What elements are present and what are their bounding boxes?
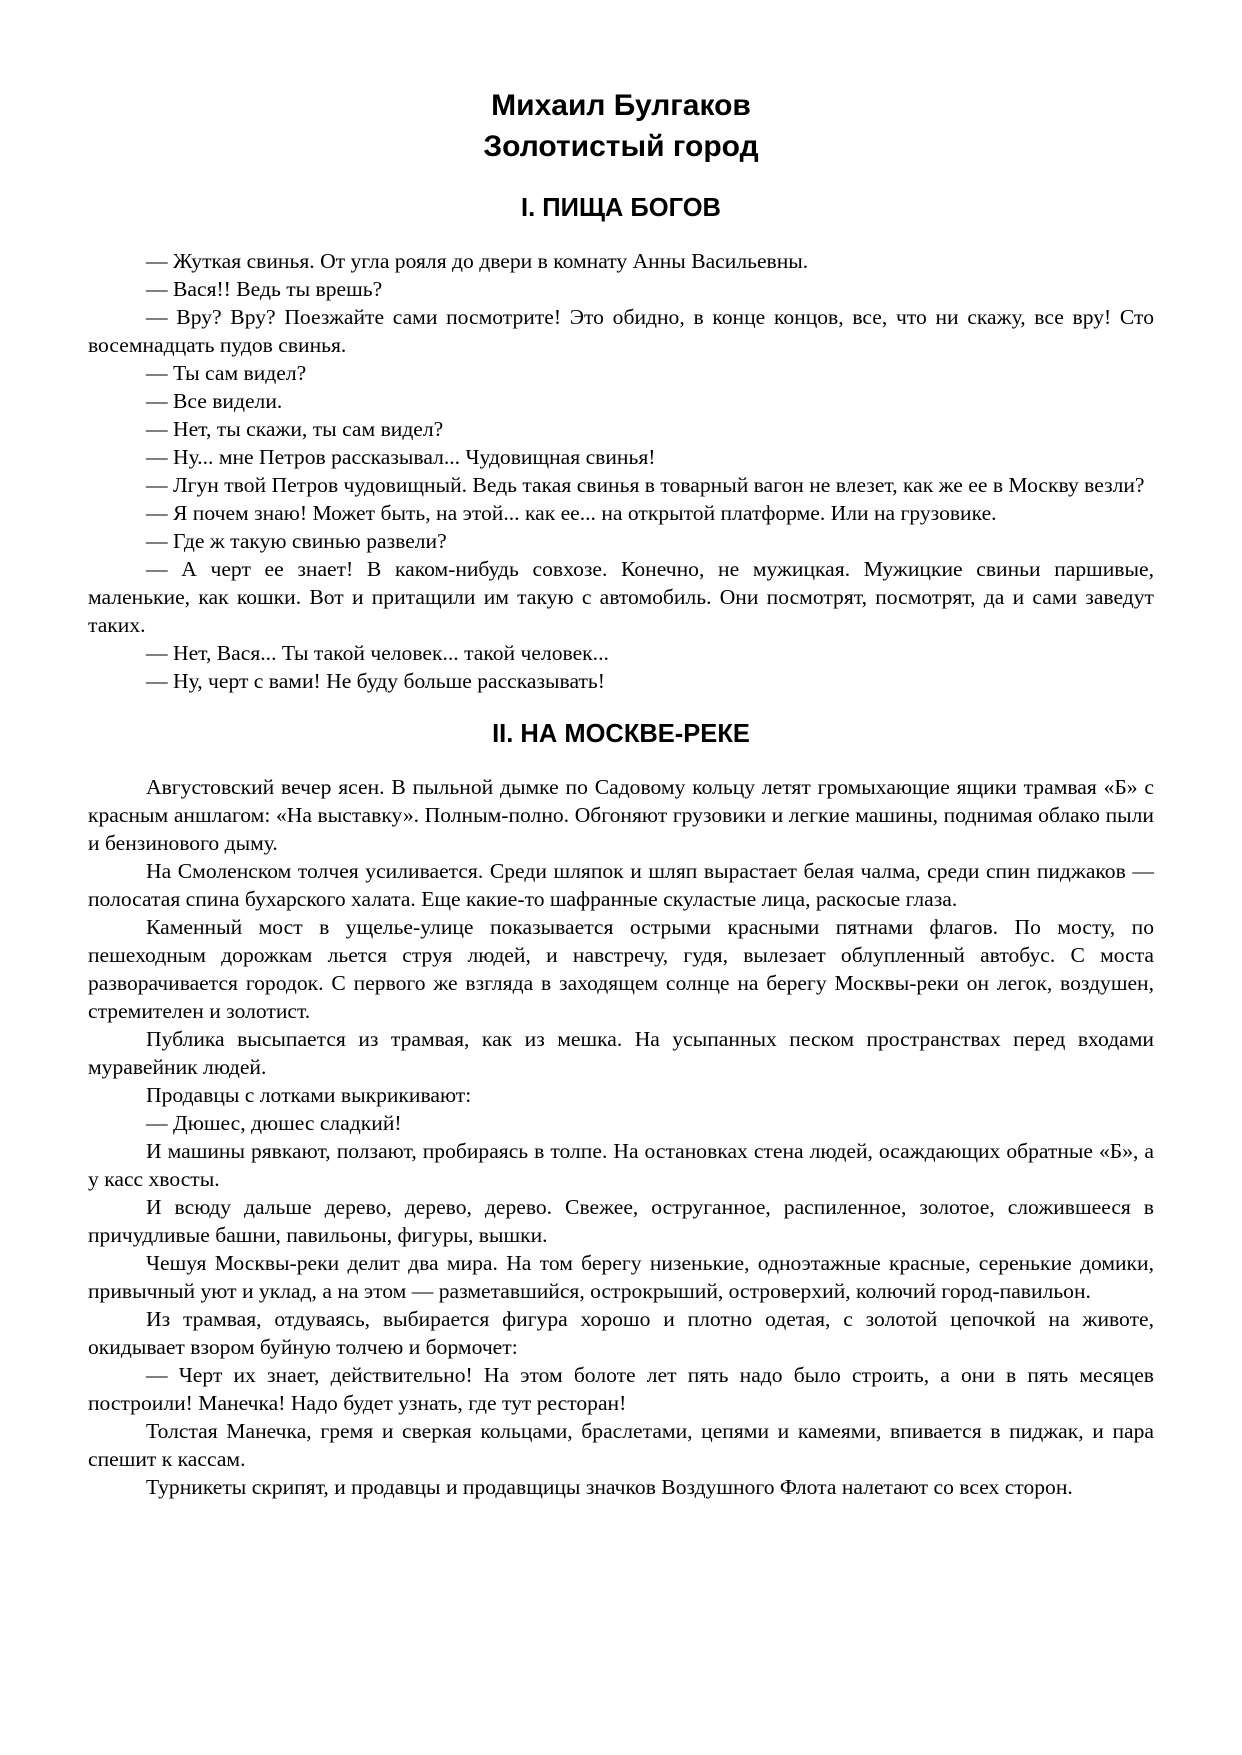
paragraph: — Лгун твой Петров чудовищный. Ведь такая свинья в товарный вагон не влезет, как же ее в Москву везли?: [146, 473, 1145, 497]
paragraph: Чешуя Москвы-реки делит два мира. На том берегу низенькие, одноэтажные красные, серенькие домики, привычный уют и уклад, а на этом — разметавшийся, острокрыший, островерхий, колючий город-павильон.: [88, 1251, 1154, 1303]
paragraph: — А черт ее знает! В каком-нибудь совхозе. Конечно, не мужицкая. Мужицкие свиньи паршивые, маленькие, как кошки. Вот и притащили им такую с автомобиль. Они посмотрят, посмотрят, да и сами заведут таких.: [88, 557, 1154, 637]
paragraph: Каменный мост в ущелье-улице показывается острыми красными пятнами флагов. По мосту, по пешеходным дорожкам льется струя людей, и навстречу, гудя, вылезает облупленный автобус. С моста разворачивается городок. С первого же взгляда в заходящем солнце на берегу Москвы-реки он легок, воздушен, стремителен и золотист.: [88, 915, 1154, 1023]
paragraph: Толстая Манечка, гремя и сверкая кольцами, браслетами, цепями и камеями, впивается в пиджак, и пара спешит к кассам.: [88, 1419, 1154, 1471]
paragraph: И всюду дальше дерево, дерево, дерево. Свежее, оструганное, распиленное, золотое, сложившееся в причудливые башни, павильоны, фигуры, вышки.: [88, 1195, 1154, 1247]
paragraph: — Вру? Вру? Поезжайте сами посмотрите! Это обидно, в конце концов, все, что ни скажу, все вру! Сто восемнадцать пудов свинья.: [88, 305, 1154, 357]
section-body: [88, 247, 1154, 695]
section-heading: I. ПИЩА БОГОВ: [521, 194, 721, 222]
section-heading: II. НА МОСКВЕ-РЕКЕ: [492, 720, 750, 748]
paragraph: Из трамвая, отдуваясь, выбирается фигура хорошо и плотно одетая, с золотой цепочкой на животе, окидывает взором буйную толчею и бормочет:: [88, 1307, 1154, 1359]
paragraph: — Вася!! Ведь ты врешь?: [146, 277, 383, 301]
document-body: [88, 85, 1154, 1501]
paragraph: — Черт их знает, действительно! На этом болоте лет пять надо было строить, а они в пять месяцев построили! Манечка! Надо будет узнать, где тут ресторан!: [88, 1363, 1154, 1415]
paragraph: Публика высыпается из трамвая, как из мешка. На усыпанных песком пространствах перед входами муравейник людей.: [88, 1027, 1154, 1079]
paragraph: — Дюшес, дюшес сладкий!: [146, 1111, 402, 1135]
section-body: [88, 773, 1154, 1501]
document-title: Золотистый город: [483, 130, 759, 163]
paragraph: — Нет, ты скажи, ты сам видел?: [146, 417, 444, 441]
paragraph: — Ты сам видел?: [146, 361, 307, 385]
paragraph: Турникеты скрипят, и продавцы и продавщицы значков Воздушного Флота налетают со всех сторон.: [146, 1475, 1073, 1499]
paragraph: — Ну... мне Петров рассказывал... Чудовищная свинья!: [146, 445, 656, 469]
paragraph: — Я почем знаю! Может быть, на этой... как ее... на открытой платформе. Или на грузовике.: [146, 501, 997, 525]
paragraph: — Все видели.: [146, 389, 283, 413]
paragraph: Августовский вечер ясен. В пыльной дымке по Садовому кольцу летят громыхающие ящики трамвая «Б» с красным аншлагом: «На выставку». Полным-полно. Обгоняют грузовики и легкие машины, поднимая облако пыли и бензинового дыму.: [88, 775, 1154, 855]
paragraph: — Ну, черт с вами! Не буду больше рассказывать!: [146, 669, 605, 693]
paragraph: — Жуткая свинья. От угла рояля до двери в комнату Анны Васильевны.: [146, 249, 809, 273]
paragraph: Продавцы с лотками выкрикивают:: [146, 1083, 472, 1107]
paragraph: На Смоленском толчея усиливается. Среди шляпок и шляп вырастает белая чалма, среди спин пиджаков — полосатая спина бухарского халата. Еще какие-то шафранные скуластые лица, раскосые глаза.: [88, 859, 1154, 911]
paragraph: — Нет, Вася... Ты такой человек... такой человек...: [146, 641, 609, 665]
paragraph: И машины рявкают, ползают, пробираясь в толпе. На остановках стена людей, осаждающих обратные «Б», а у касс хвосты.: [88, 1139, 1154, 1191]
paragraph: — Где ж такую свинью развели?: [146, 529, 447, 553]
author-name: Михаил Булгаков: [491, 89, 751, 122]
